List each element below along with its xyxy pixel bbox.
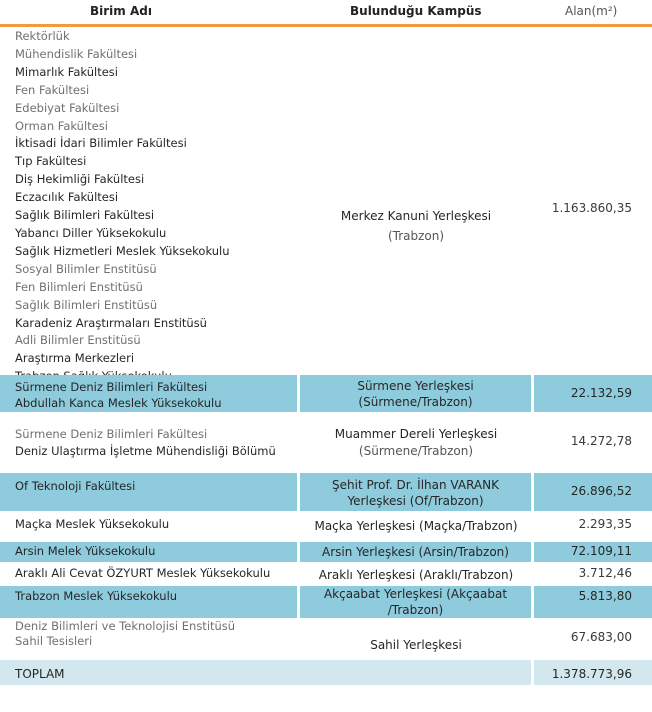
surmene-area: 22.132,59 bbox=[570, 386, 632, 400]
merkez-unit-item: Rektörlük bbox=[15, 29, 70, 43]
sahil-area: 67.683,00 bbox=[570, 630, 632, 644]
sahil-unit-1: Deniz Bilimleri ve Teknolojisi Enstitüsü bbox=[15, 619, 236, 633]
of-campus-name: Şehit Prof. Dr. İlhan VARANK bbox=[332, 478, 499, 492]
merkez-unit-item: Tıp Fakültesi bbox=[15, 154, 87, 169]
merkez-unit-item: Eczacılık Fakültesi bbox=[15, 190, 119, 205]
arakli-unit-1: Araklı Ali Cevat ÖZYURT Meslek Yüksekokulu bbox=[15, 566, 271, 580]
surmene-campus-city: (Sürmene/Trabzon) bbox=[358, 395, 473, 409]
merkez-unit-item: Karadeniz Araştırmaları Enstitüsü bbox=[15, 315, 207, 330]
arsin-area: 72.109,11 bbox=[570, 544, 632, 558]
merkez-unit-list bbox=[15, 28, 295, 386]
of-unit-1: Of Teknoloji Fakültesi bbox=[15, 479, 136, 493]
dereli-area: 14.272,78 bbox=[570, 434, 632, 448]
dereli-campus-city: (Sürmene/Trabzon) bbox=[358, 444, 474, 458]
arakli-campus: Araklı Yerleşkesi (Araklı/Trabzon) bbox=[318, 568, 514, 582]
merkez-unit-item: Sağlık Bilimleri Enstitüsü bbox=[15, 297, 158, 312]
total-area: 1.378.773,96 bbox=[551, 667, 632, 681]
merkez-unit-item: Araştırma Merkezleri bbox=[15, 351, 135, 366]
merkez-unit-item: Yabancı Diller Yüksekokulu bbox=[15, 225, 167, 240]
akcaabat-unit-1: Trabzon Meslek Yüksekokulu bbox=[15, 589, 178, 603]
header-unit: Birim Adı bbox=[90, 4, 152, 18]
macka-campus: Maçka Yerleşkesi (Maçka/Trabzon) bbox=[314, 519, 518, 533]
merkez-unit-item: Edebiyat Fakültesi bbox=[15, 100, 120, 115]
merkez-unit-item: Sağlık Hizmetleri Meslek Yüksekokulu bbox=[15, 243, 230, 258]
akcaabat-campus-name: Akçaabat Yerleşkesi (Akçaabat bbox=[323, 587, 508, 601]
merkez-unit-item: Sosyal Bilimler Enstitüsü bbox=[15, 261, 157, 276]
macka-unit-1: Maçka Meslek Yüksekokulu bbox=[15, 517, 170, 531]
of-campus-city: Yerleşkesi (Of/Trabzon) bbox=[347, 494, 484, 508]
arakli-area: 3.712,46 bbox=[578, 566, 632, 580]
of-area: 26.896,52 bbox=[570, 484, 632, 498]
arsin-campus: Arsin Yerleşkesi (Arsin/Trabzon) bbox=[322, 545, 509, 559]
header-underline bbox=[0, 24, 652, 27]
akcaabat-campus-city: /Trabzon) bbox=[387, 603, 444, 617]
header-area: Alan(m²) bbox=[565, 4, 618, 18]
merkez-unit-item: Orman Fakültesi bbox=[15, 118, 108, 133]
macka-area: 2.293,35 bbox=[578, 517, 632, 531]
merkez-unit-item: Mühendislik Fakültesi bbox=[15, 46, 138, 61]
header-campus: Bulunduğu Kampüs bbox=[350, 4, 482, 18]
merkez-unit-item: Mimarlık Fakültesi bbox=[15, 64, 118, 79]
sahil-campus: Sahil Yerleşkesi bbox=[370, 638, 462, 652]
dereli-campus-name: Muammer Dereli Yerleşkesi bbox=[334, 427, 498, 441]
merkez-unit-item: Fen Fakültesi bbox=[15, 82, 90, 97]
surmene-unit-2: Abdullah Kanca Meslek Yüksekokulu bbox=[15, 396, 222, 410]
total-label: TOPLAM bbox=[15, 667, 65, 681]
surmene-unit-1: Sürmene Deniz Bilimleri Fakültesi bbox=[15, 380, 208, 394]
merkez-unit-item: İktisadi İdari Bilimler Fakültesi bbox=[15, 136, 187, 151]
merkez-unit-item: Adli Bilimler Enstitüsü bbox=[15, 333, 141, 348]
arsin-unit-1: Arsin Melek Yüksekokulu bbox=[15, 544, 156, 558]
merkez-unit-item: Diş Hekimliği Fakültesi bbox=[15, 172, 145, 187]
sahil-unit-2: Sahil Tesisleri bbox=[15, 634, 93, 648]
dereli-unit-2: Deniz Ulaştırma İşletme Mühendisliği Bölümü bbox=[15, 444, 276, 458]
merkez-area: 1.163.860,35 bbox=[551, 201, 632, 215]
merkez-unit-item: Sağlık Bilimleri Fakültesi bbox=[15, 208, 155, 223]
surmene-campus-name: Sürmene Yerleşkesi bbox=[357, 379, 474, 393]
akcaabat-area: 5.813,80 bbox=[578, 589, 632, 603]
dereli-unit-1: Sürmene Deniz Bilimleri Fakültesi bbox=[15, 427, 208, 441]
merkez-campus-city: (Trabzon) bbox=[387, 229, 445, 243]
merkez-campus-name: Merkez Kanuni Yerleşkesi bbox=[340, 209, 492, 223]
merkez-unit-item: Fen Bilimleri Enstitüsü bbox=[15, 279, 143, 294]
